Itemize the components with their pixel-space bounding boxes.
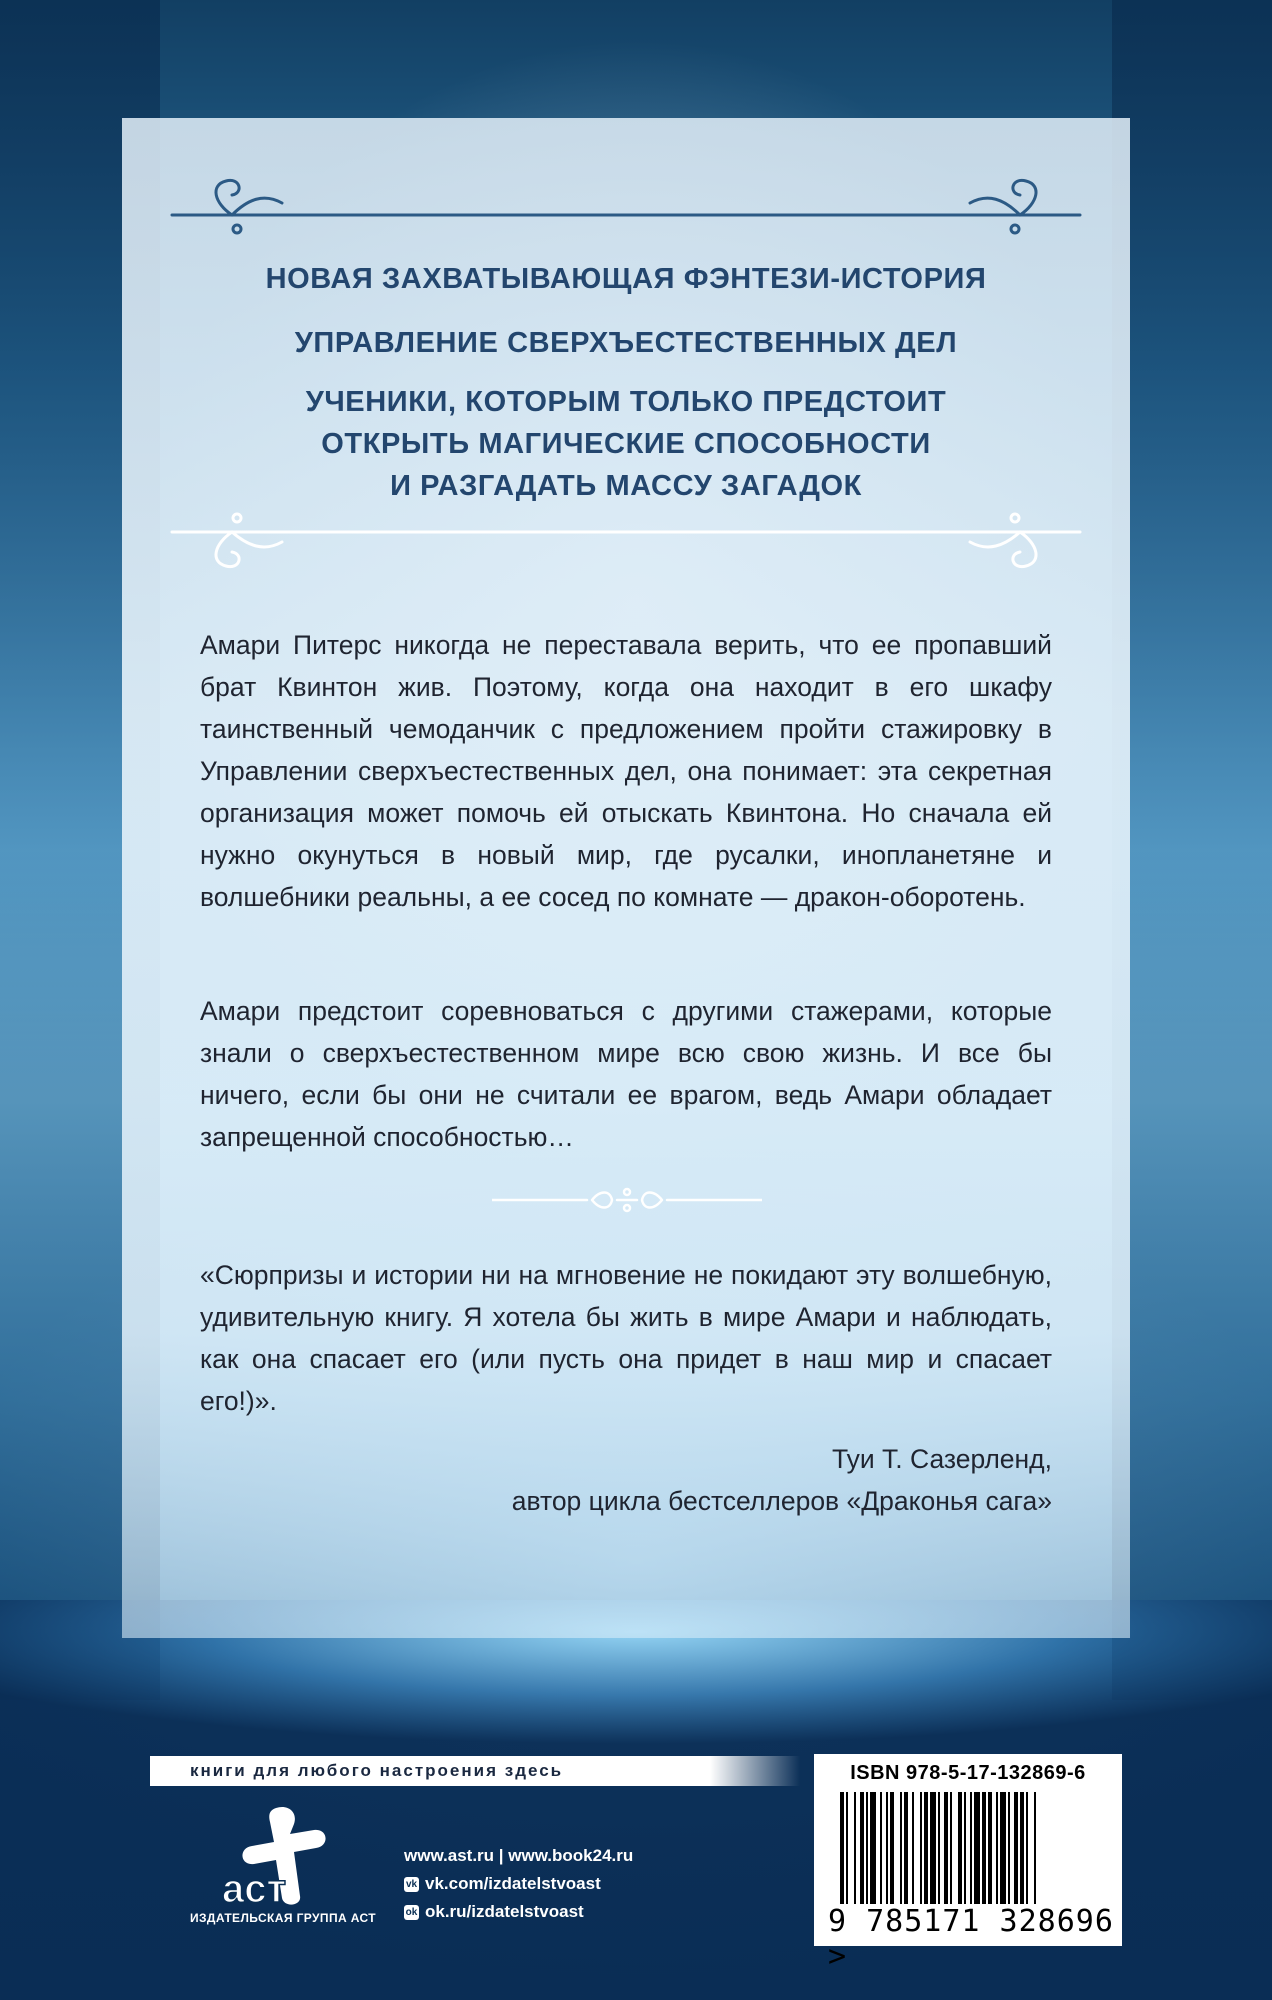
barcode-bar: [988, 1792, 992, 1904]
slogan-bar: книги для любого настроения здесь: [150, 1756, 710, 1786]
headline-2: УПРАВЛЕНИЕ СВЕРХЪЕСТЕСТВЕННЫХ ДЕЛ: [294, 327, 958, 359]
barcode-digits: 9 785171 328696 >: [828, 1904, 1114, 1974]
top-ornament: [122, 163, 1130, 243]
websites-link[interactable]: www.ast.ru | www.book24.ru: [404, 1846, 634, 1865]
mid-divider-ornament: [492, 1180, 762, 1220]
barcode-bar: [996, 1792, 998, 1904]
headline-3: [122, 381, 1130, 507]
ok-link-text: ok.ru/izdatelstvoast: [425, 1902, 584, 1921]
slogan-bar-fade: [710, 1756, 800, 1786]
barcode-bar: [924, 1792, 928, 1904]
ast-logo-icon: [214, 1800, 334, 1910]
barcode-bar: [860, 1792, 864, 1904]
headline-1: НОВАЯ ЗАХВАТЫВАЮЩАЯ ФЭНТЕЗИ-ИСТОРИЯ: [265, 263, 987, 295]
barcode-bar: [840, 1792, 844, 1904]
barcode-bar: [904, 1792, 908, 1904]
publisher-name: ИЗДАТЕЛЬСКАЯ ГРУППА АСТ: [189, 1911, 377, 1925]
vk-link[interactable]: [404, 1870, 633, 1898]
barcode-bar: [1008, 1792, 1010, 1904]
review-quote: «Сюрпризы и истории ни на мгновение не покидают эту волшебную, удивительную книгу. Я хотела бы жить в мире Амари и наблюдать, как она спасает его (или пусть она придет в наш мир и спасает его!)».: [200, 1260, 1052, 1416]
attribution-credit: автор цикла бестселлеров «Драконья сага»: [511, 1486, 1052, 1516]
headline-3-line-1: УЧЕНИКИ, КОТОРЫМ ТОЛЬКО ПРЕДСТОИТ: [305, 386, 947, 418]
synopsis-paragraph-2: Амари предстоит соревноваться с другими стажерами, которые знали о сверхъестественном мире всю свою жизнь. И все бы ничего, если бы они не считали ее врагом, ведь Амари обладает запрещенной способностью…: [200, 996, 1052, 1152]
barcode-bar: [944, 1792, 948, 1904]
barcode-bar: [866, 1792, 868, 1904]
barcode-bar: [930, 1792, 936, 1904]
headline-3-line-3: И РАЗГАДАТЬ МАССУ ЗАГАДОК: [390, 470, 862, 502]
isbn-number: ISBN 978-5-17-132869-6: [850, 1762, 1086, 1784]
ok-link[interactable]: [404, 1898, 633, 1926]
ok-icon: ok: [405, 1906, 418, 1918]
barcode-bar: [970, 1792, 972, 1904]
barcode-bar: [886, 1792, 888, 1904]
barcode-bar: [964, 1792, 966, 1904]
barcode-bar: [846, 1792, 848, 1904]
barcode-bar: [982, 1792, 986, 1904]
barcode-bar: [958, 1792, 962, 1904]
barcode-bar: [974, 1792, 980, 1904]
barcode-bar: [1014, 1792, 1018, 1904]
publisher-links: [404, 1842, 633, 1926]
barcode-bar: [912, 1792, 914, 1904]
quote-attribution: [512, 1438, 1052, 1522]
headline-divider-ornament: [122, 510, 1130, 590]
barcode-bar: [1000, 1792, 1006, 1904]
barcode-bar: [900, 1792, 902, 1904]
barcode-bar: [920, 1792, 922, 1904]
vk-icon: vk: [405, 1878, 418, 1890]
barcode-bar: [854, 1792, 856, 1904]
isbn-barcode-box: [814, 1754, 1122, 1974]
barcode-bar: [890, 1792, 894, 1904]
text-panel: [122, 118, 1130, 1638]
barcode-bar: [870, 1792, 876, 1904]
barcode-bar: [1020, 1792, 1024, 1904]
barcode-bar: [1026, 1792, 1028, 1904]
background-curtain-right: [1112, 0, 1272, 1700]
barcode-bar: [880, 1792, 882, 1904]
barcode-bar: [1034, 1792, 1036, 1904]
synopsis-paragraph-1: Амари Питерс никогда не переставала верить, что ее пропавший брат Квинтон жив. Поэтому, когда она находит в его шкафу таинственный чемоданчик с предложением пройти стажировку в Управлении сверхъестественных дел, она понимает: эта секретная организация может помочь ей отыскать Квинтона. Но сначала ей нужно окунуться в новый мир, где русалки, инопланетяне и волшебники реальны, а ее сосед по комнате — дракон-оборотень.: [200, 630, 1052, 912]
headline-3-line-2: ОТКРЫТЬ МАГИЧЕСКИЕ СПОСОБНОСТИ: [321, 428, 931, 460]
barcode-bar: [938, 1792, 940, 1904]
attribution-author: Туи Т. Сазерленд,: [831, 1444, 1052, 1474]
svg-text:аст: аст: [222, 1867, 287, 1910]
barcode-icon: [840, 1792, 1096, 1904]
vk-link-text: vk.com/izdatelstvoast: [425, 1874, 601, 1893]
barcode-bar: [950, 1792, 952, 1904]
